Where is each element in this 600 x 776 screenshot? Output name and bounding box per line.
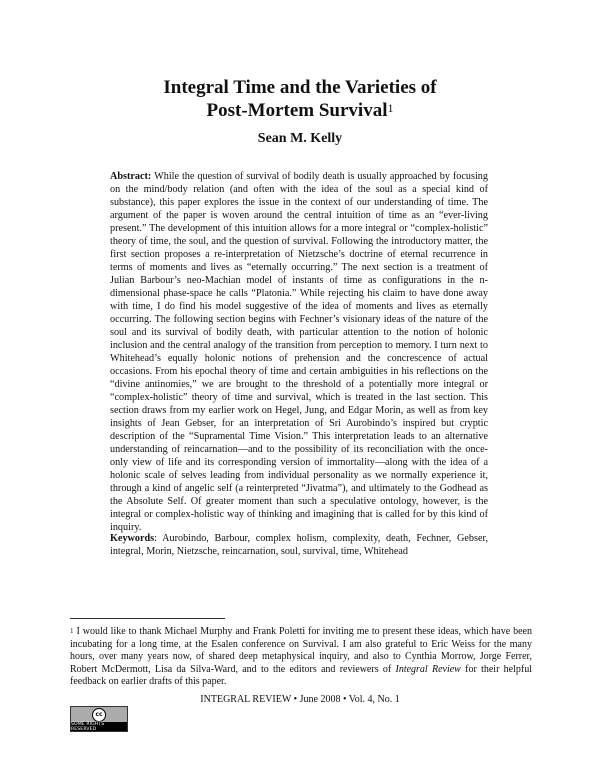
abstract-label: Abstract: [110,171,152,182]
footnote-mark: 1 [70,627,74,635]
footnote-divider [70,618,225,619]
keywords-text: : Aurobindo, Barbour, complex holism, complexity, death, Fechner, Gebser, integral, Morin, Nietzsche, reincarnation, soul, survival, time, Whitehead [110,533,488,557]
footnote-text-after: for their helpful feedback on earlier drafts of this paper. [70,663,533,688]
footnote-journal: Integral Review [395,663,461,675]
keywords [110,532,488,558]
footnote [70,626,532,689]
title-footnote-mark: 1 [387,101,394,115]
creative-commons-badge[interactable] [70,706,128,732]
page-footer: INTEGRAL REVIEW • June 2008 • Vol. 4, No. 1 [200,694,400,705]
author-name: Sean M. Kelly [257,131,343,146]
abstract [110,170,488,534]
cc-badge-top [71,707,127,722]
title-line-2: Post-Mortem Survival [206,100,388,121]
footnote-text-before: I would like to thank Michael Murphy and Frank Poletti for inviting me to present these ideas, which have been incubating for a long time, at the Esalen conference on Survival. I am also grateful to Eric Weiss for the many hours, over many years now, of shared deep metaphysical inquiry, and also to Cynthia Morrow, Jorge Ferrer, Robert McDermott, Lisa da Silva-Ward, and to the editors and reviewers of [70,626,532,675]
cc-logo-icon: cc [92,708,106,722]
title-line-1: Integral Time and the Varieties of [163,77,437,98]
cc-badge-label: SOME RIGHTS RESERVED [71,722,127,731]
paper-title [0,76,600,122]
keywords-label: Keywords [110,533,155,544]
abstract-text: While the question of survival of bodily death is usually approached by focusing on the mind/body relation (and often with the idea of the soul as a special kind of substance), this paper explores the issue in the context of our understanding of time. The argument of the paper is woven around the central intuition of time as an “ever-living present.” The development of this intuition allows for a more integral or “complex-holistic” theory of time, the soul, and the question of survival. Following the introductory matter, the first section proposes a re-interpretation of Nietzsche’s doctrine of eternal recurrence in terms of moments and lives as “eternally occurring.” The next section is a treatment of Julian Barbour’s neo-Machian model of instants of time as configurations in the n-dimensional phase-space he calls “Platonia.” While rejecting his claim to have done away with time, I do find his model suggestive of the idea of moments and lives as eternally occurring. The following section begins with Fechner’s visionary ideas of the nature of the soul and its survival of bodily death, with particular attention to the notion of holonic inclusion and the central analogy of the transition from perception to memory. I turn next to Whitehead’s equally holonic notions of prehension and the concrescence of actual occasions. From his epochal theory of time and certain ambiguities in his reflections on the “divine antinomies,” we are brought to the threshold of a potentially more integral or “complex-holistic” theory of time and survival, which is treated in the last section. This section draws from my earlier work on Hegel, Jung, and Edgar Morin, as well as from key insights of Jean Gebser, for an interpretation of Sri Aurobindo’s inspired but cryptic description of the “Supramental Time Vision.” This interpretation leads to an alternative understanding of reincarnation—and to the possibility of its reconciliation with the once-only view of life and its corresponding version of immortality—along with the idea of a holonic scale of selves leading from individual personality as we normally experience it, through a kind of angelic self (a reinterpreted “Jivatma”), and ultimately to the Godhead as the Absolute Self. Of greater moment than such a speculative ontology, however, is the integral or complex-holistic way of thinking and imagining that is called for by this kind of inquiry. [110,171,488,533]
